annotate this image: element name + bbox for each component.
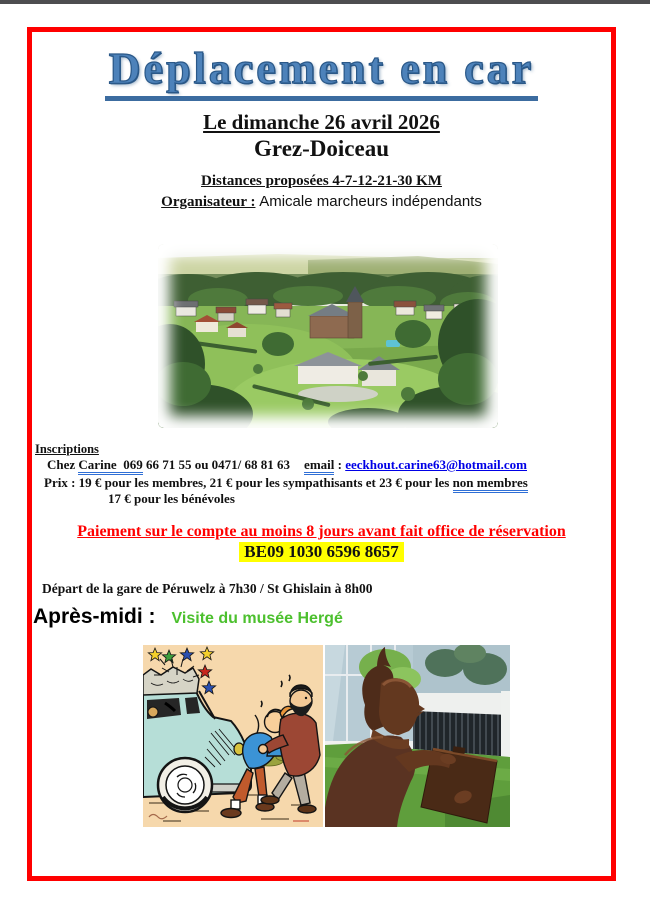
price-nonmembers-marked: non membres [453,475,528,493]
email-link[interactable]: eeckhout.carine63@hotmail.com [345,457,528,472]
organizer-line [32,193,611,211]
price-intro: Prix : 19 € pour les membres, 21 € pour les sympathisants et 23 € pour les [44,475,453,490]
email-label: email [304,457,334,475]
iban-line [32,542,611,562]
contact-line [47,457,527,473]
iban-highlighted: BE09 1030 6596 8657 [239,542,403,562]
price-line [44,475,528,491]
payment-notice: Paiement sur le compte au moins 8 jours avant fait office de réservation [77,523,566,540]
email-colon: : [334,457,346,472]
flyer-page [27,27,616,881]
organizer-name: Amicale marcheurs indépendants [259,193,482,210]
afternoon-line [33,605,343,629]
window-top-edge [0,0,650,4]
village-illustration [158,244,498,428]
afternoon-activity: Visite du musée Hergé [171,610,343,627]
statue-illustration [325,645,510,827]
contact-prefix: Chez [47,457,76,472]
village-aerial-photo [158,244,498,428]
herge-statue-photo [325,645,510,827]
page-title: Déplacement en car [105,46,538,101]
tintin-illustration [143,645,323,827]
price-volunteers-line: 17 € pour les bénévoles [108,491,235,506]
tintin-cartoon-image [143,645,323,827]
contact-numbers: 66 71 55 ou 0471/ 68 81 63 [145,457,291,472]
car-wheel [158,758,212,812]
event-location: Grez-Doiceau [254,136,389,161]
contact-name-marked: Carine 069 [78,457,142,475]
inscriptions-heading: Inscriptions [35,442,99,456]
event-date: Le dimanche 26 avril 2026 [203,110,440,134]
title-block [32,46,611,101]
distances-line: Distances proposées 4-7-12-21-30 KM [201,173,442,189]
organizer-label: Organisateur : [161,194,256,210]
afternoon-label: Après-midi : [33,605,156,628]
departure-line: Départ de la gare de Péruwelz à 7h30 / St Ghislain à 8h00 [42,581,373,596]
